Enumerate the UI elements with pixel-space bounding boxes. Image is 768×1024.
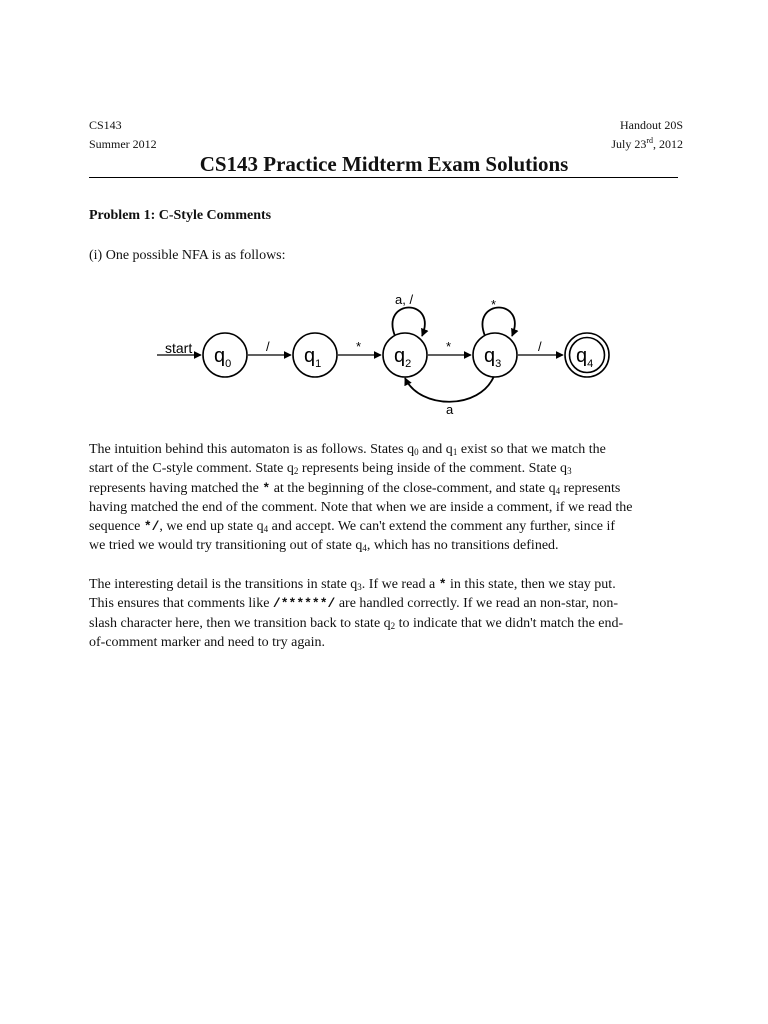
transition-label-q0-q1: / [266,339,270,354]
problem-heading: Problem 1: C-Style Comments [89,208,272,223]
nfa-diagram [0,0,768,440]
intro-text: (i) One possible NFA is as follows: [89,248,286,263]
start-label: start [165,340,193,356]
self-loop-label-q3: * [491,297,497,312]
svg-text:q1: $q_1$ [304,345,322,370]
state-q3 [473,333,517,377]
state-q4-accepting [565,333,609,377]
transition-label-q3-q4: / [538,339,542,354]
transition-q3-q2 [405,376,494,402]
svg-text:q4: $q_4$ [576,345,594,370]
term: Summer 2012 [89,137,157,151]
explanation-paragraph-1: The intuition behind this automaton is as follows. States $q_0$ and $q_1$ exist so that we match the start of the C-style comment. State $q_2$ represents being inside of the comment. State $q_3$ represents having matched the * at the beginning of the close-comment, and state $q_4$ represents having matched the end of the comment. Note that when we are inside a comment, if we read the sequence */, we end up state $q_4$ and accept. We can't extend the comment any further, since if we tried we would try transitioning out of state $q_4$, which has no transitions defined. [89,442,633,554]
page-title: CS143 Practice Midterm Exam Solutions [199,152,569,176]
transition-label-q3-q2: a [446,402,454,417]
svg-text:q3: $q_3$ [484,345,502,370]
self-loop-q3 [482,308,514,337]
svg-text:q2: $q_2$ [394,345,412,370]
transition-label-q1-q2: * [356,339,362,354]
transition-label-q2-q3: * [446,339,452,354]
state-q2 [383,333,427,377]
svg-text:q0: $q_0$ [214,345,232,370]
state-q1 [293,333,337,377]
handout-number: Handout 20S [620,118,683,132]
explanation-paragraph-2: The interesting detail is the transitions in state $q_3$. If we read a * in this state, then we stay put. This ensures that comments like /******/ are handled correctly. If we read an non-star, non- slash character here, then we transition back to state $q_2$ to indicate that we didn't match the end- of-comment marker and need to try again. [89,577,624,650]
self-loop-q2 [392,308,424,337]
handout-date: July 23rd, 2012 [611,136,683,151]
self-loop-label-q2: a, / [395,292,414,307]
course-code: CS143 [89,118,122,132]
state-q0 [203,333,247,377]
